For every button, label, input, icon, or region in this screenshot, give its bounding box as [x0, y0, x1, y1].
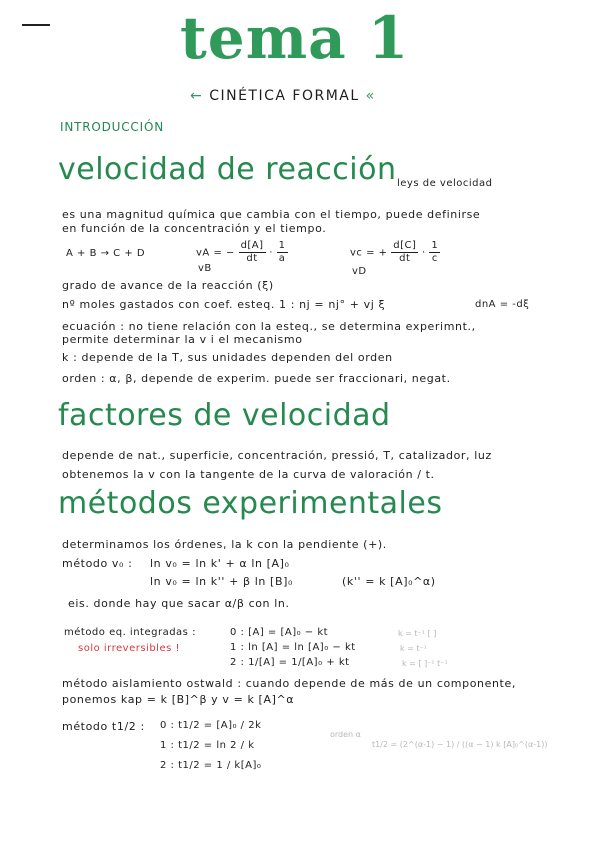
va-coef-den: a — [278, 253, 286, 264]
velocidad-p1-line1: es una magnitud química que cambia con el tiempo, puede definirse — [62, 208, 481, 221]
grado-avance: grado de avance de la reacción (ξ) — [62, 279, 274, 292]
vc-dot: · — [422, 247, 426, 259]
metodo-int-order2: 2 : 1/[A] = 1/[A]₀ + kt — [230, 657, 350, 668]
heading-factores: factores de velocidad — [58, 398, 391, 433]
metodo-int-side0: k = t⁻¹ [ ] — [398, 629, 437, 638]
metodo-half-side-formula: t1/2 = (2^(α-1) − 1) / ((α − 1) k [A]₀^(α-1)) — [372, 740, 548, 749]
vc-den: dt — [399, 253, 411, 264]
vb-label: vB — [198, 263, 212, 274]
va-num: d[A] — [240, 240, 264, 251]
ecuacion-line1: ecuación : no tiene relación con la esteq., se determina experimnt., — [62, 320, 476, 333]
vc-coef — [429, 240, 440, 265]
subtitle-arrow-right: « — [365, 88, 376, 104]
heading-metodos: métodos experimentales — [58, 486, 443, 521]
metodo-half-order2: 2 : t1/2 = 1 / k[A]₀ — [160, 760, 262, 771]
orden-line: orden : α, β, depende de experim. puede ser fraccionari, negat. — [62, 372, 451, 385]
subtitle — [190, 88, 376, 104]
top-left-rule — [22, 24, 50, 26]
moles-extra: dnA = -dξ — [475, 299, 530, 310]
velocidad-note: leys de velocidad — [397, 178, 493, 189]
va-coef — [277, 240, 288, 265]
subtitle-text: CINÉTICA FORMAL — [209, 88, 360, 104]
va-lhs: vA = − — [196, 247, 235, 259]
vc-coef-den: c — [431, 253, 438, 264]
metodo-vo-label: método v₀ : — [62, 557, 133, 570]
metodo-int-red-note: solo irreversibles ! — [78, 643, 181, 654]
velocidad-p1-line2: en función de la concentración y el tiempo. — [62, 222, 327, 235]
metodo-int-label: método eq. integradas : — [64, 627, 196, 638]
metodo-half-order1: 1 : t1/2 = ln 2 / k — [160, 740, 255, 751]
factores-line1: depende de nat., superficie, concentración, pressió, T, catalizador, luz — [62, 449, 492, 462]
vc-num: d[C] — [393, 240, 417, 251]
ecuacion-line2: permite determinar la v i el mecanismo — [62, 333, 303, 346]
moles-line: nº moles gastados con coef. esteq. 1 : nj = nj° + vj ξ — [62, 298, 386, 311]
va-formula — [196, 240, 288, 265]
vc-derivative — [391, 240, 418, 265]
metodo-aislamiento-line2: ponemos kap = k [B]^β y v = k [A]^α — [62, 693, 295, 706]
metodo-vo-eq1: ln v₀ = ln k' + α ln [A]₀ — [150, 557, 290, 570]
intro-label: INTRODUCCIÓN — [60, 120, 164, 134]
vc-coef-num: 1 — [431, 240, 439, 251]
va-derivative — [239, 240, 266, 265]
vc-lhs: vc = + — [350, 247, 388, 259]
va-dot: · — [269, 247, 273, 259]
metodo-vo-eq2: ln v₀ = ln k'' + β ln [B]₀ — [150, 575, 293, 588]
vd-label: vD — [352, 266, 367, 277]
metodo-int-side2: k = [ ]⁻¹ t⁻¹ — [402, 659, 448, 668]
subtitle-arrow-left: ← — [190, 88, 204, 104]
metodo-int-order1: 1 : ln [A] = ln [A]₀ − kt — [230, 642, 356, 653]
metodo-vo-extra: (k'' = k [A]₀^α) — [342, 575, 436, 588]
metodos-line1: determinamos los órdenes, la k con la pendiente (+). — [62, 538, 387, 551]
factores-line2: obtenemos la v con la tangente de la curva de valoración / t. — [62, 468, 435, 481]
k-line: k : depende de la T, sus unidades dependen del orden — [62, 351, 393, 364]
reaction-equation: A + B → C + D — [66, 248, 146, 259]
metodo-half-order0: 0 : t1/2 = [A]₀ / 2k — [160, 720, 262, 731]
metodo-vo-note: eis. donde hay que sacar α/β con ln. — [68, 597, 290, 610]
metodo-half-side-label: orden α — [330, 730, 361, 739]
heading-velocidad: velocidad de reacción — [58, 152, 397, 187]
metodo-int-order0: 0 : [A] = [A]₀ − kt — [230, 627, 329, 638]
page-title: tema 1 — [180, 4, 410, 72]
va-den: dt — [246, 253, 258, 264]
vc-formula — [350, 240, 440, 265]
metodo-int-side1: k = t⁻¹ — [400, 644, 427, 653]
metodo-half-label: método t1/2 : — [62, 720, 145, 733]
va-coef-num: 1 — [278, 240, 286, 251]
metodo-aislamiento-line1: método aislamiento ostwald : cuando depende de más de un componente, — [62, 677, 516, 690]
